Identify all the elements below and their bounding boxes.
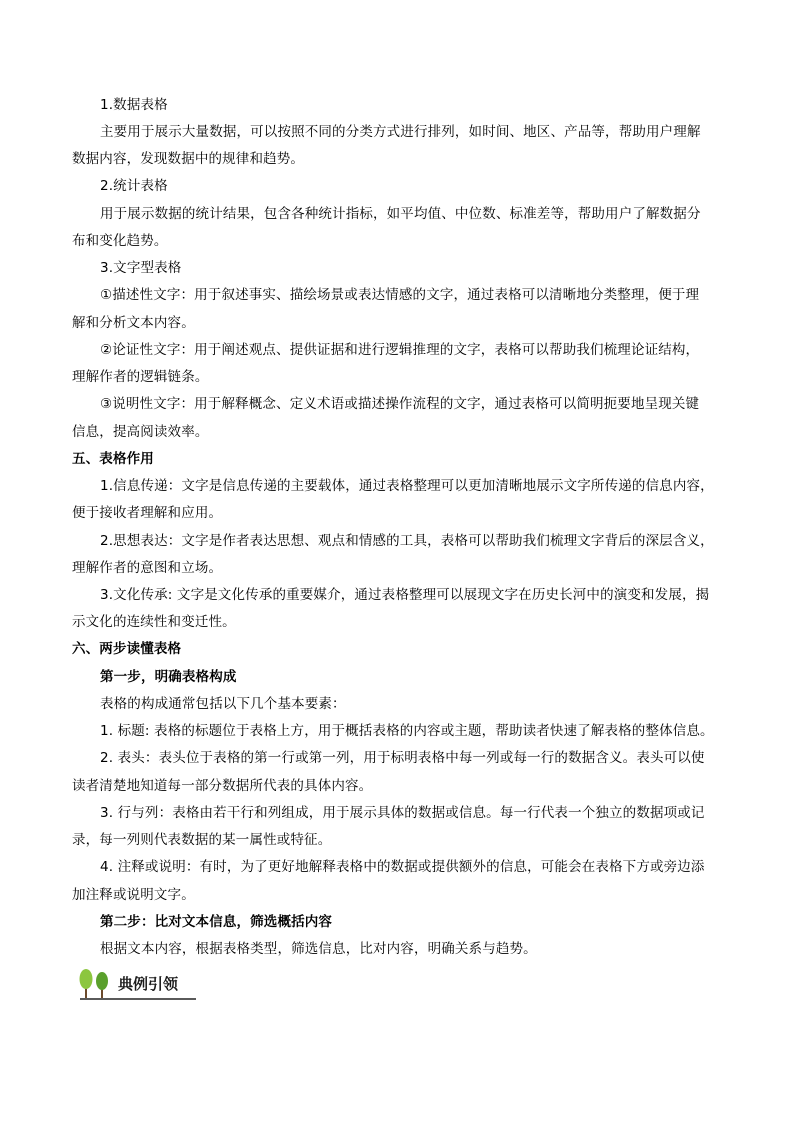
paragraph-line: 加注释或说明文字。: [72, 887, 195, 903]
paragraph-line: 1.信息传递：文字是信息传递的主要载体，通过表格整理可以更加清晰地展示文字所传递的信息内容，: [100, 478, 714, 494]
paragraph-line: 3.文化传承: 文字是文化传承的重要媒介，通过表格整理可以展现文字在历史长河中的演变和发展，揭: [100, 587, 710, 603]
paragraph-line: 便于接收者理解和应用。: [72, 505, 223, 521]
paragraph-line: 1. 标题: 表格的标题位于表格上方，用于概括表格的内容或主题，帮助读者快速了解表格的整体信息。: [100, 723, 714, 739]
paragraph-line: ③说明性文字：用于解释概念、定义术语或描述操作流程的文字，通过表格可以简明扼要地呈现关键: [100, 396, 700, 412]
step-one-heading: 第一步，明确表格构成: [100, 669, 237, 685]
heading-stat-table: 2.统计表格: [100, 178, 168, 194]
paragraph-line: 信息，提高阅读效率。: [72, 424, 209, 440]
step-two-heading: 第二步：比对文本信息，筛选概括内容: [100, 914, 333, 930]
paragraph-line: ②论证性文字：用于阐述观点、提供证据和进行逻辑推理的文字，表格可以帮助我们梳理论证结构，: [100, 342, 700, 358]
paragraph-line: 用于展示数据的统计结果，包含各种统计指标，如平均值、中位数、标准差等，帮助用户了解数据分: [100, 206, 701, 222]
banner-title: 典例引领: [118, 975, 179, 993]
paragraph-line: 录，每一列则代表数据的某一属性或特征。: [72, 832, 332, 848]
heading-text-table: 3.文字型表格: [100, 260, 182, 276]
section-heading-six: 六、两步读懂表格: [72, 641, 182, 657]
paragraph-line: 根据文本内容，根据表格类型，筛选信息，比对内容，明确关系与趋势。: [100, 941, 537, 957]
paragraph-line: 解和分析文本内容。: [72, 315, 195, 331]
heading-data-table: 1.数据表格: [100, 97, 168, 113]
section-heading-five: 五、表格作用: [72, 451, 154, 467]
tree-icon: [74, 968, 114, 1002]
paragraph-line: 4. 注释或说明：有时，为了更好地解释表格中的数据或提供额外的信息，可能会在表格下方或旁边添: [100, 859, 705, 875]
banner-underline: [80, 998, 196, 1000]
paragraph-line: 示文化的连续性和变迁性。: [72, 614, 236, 630]
paragraph-line: 表格的构成通常包括以下几个基本要素：: [100, 696, 346, 712]
paragraph-line: 2. 表头：表头位于表格的第一行或第一列，用于标明表格中每一列或每一行的数据含义。表头可以使: [100, 750, 705, 766]
paragraph-line: 3. 行与列：表格由若干行和列组成，用于展示具体的数据或信息。每一行代表一个独立的数据项或记: [100, 805, 705, 821]
paragraph-line: 主要用于展示大量数据，可以按照不同的分类方式进行排列，如时间、地区、产品等，帮助用户理解: [100, 124, 701, 140]
paragraph-line: ①描述性文字：用于叙述事实、描绘场景或表达情感的文字，通过表格可以清晰地分类整理，便于理: [100, 287, 700, 303]
paragraph-line: 2.思想表达：文字是作者表达思想、观点和情感的工具，表格可以帮助我们梳理文字背后的深层含义，: [100, 533, 714, 549]
paragraph-line: 理解作者的意图和立场。: [72, 560, 223, 576]
paragraph-line: 布和变化趋势。: [72, 233, 168, 249]
paragraph-line: 数据内容，发现数据中的规律和趋势。: [72, 151, 305, 167]
paragraph-line: 读者清楚地知道每一部分数据所代表的具体内容。: [72, 778, 373, 794]
example-banner: [74, 966, 196, 1004]
paragraph-line: 理解作者的逻辑链条。: [72, 369, 209, 385]
